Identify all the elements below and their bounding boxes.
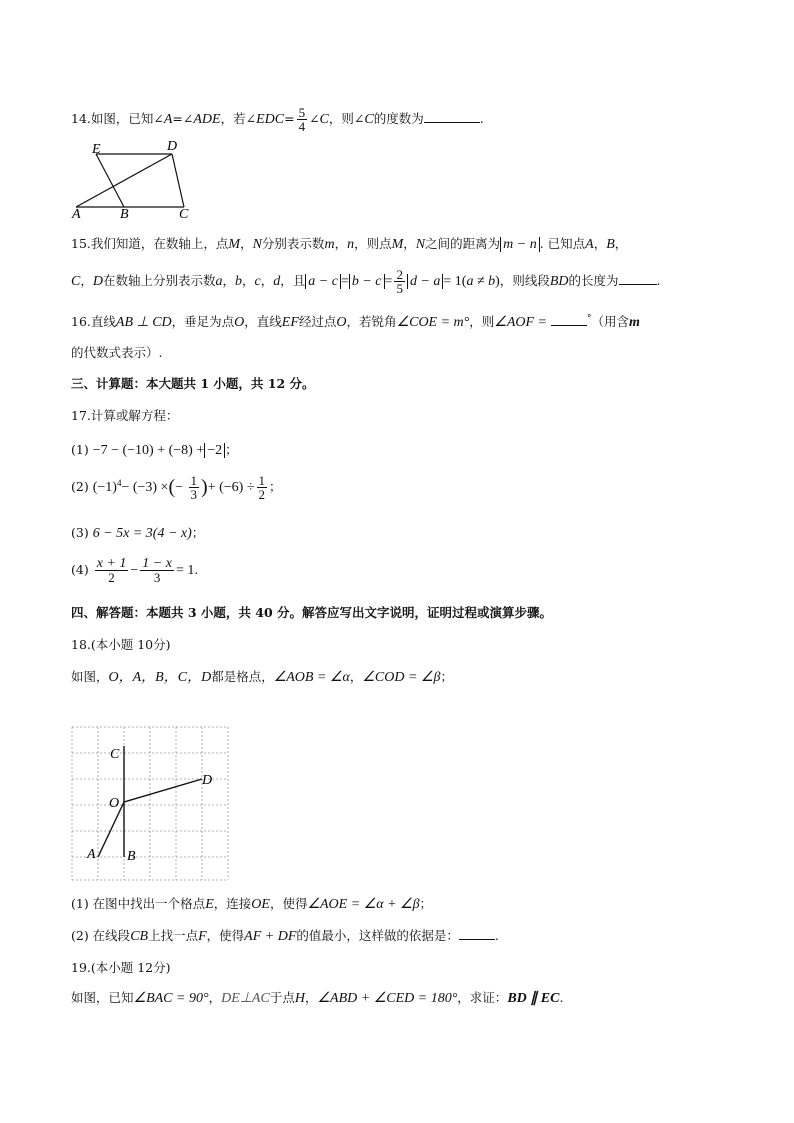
q17-fraction-4: $\frac{1 - x}{3}$ [142,556,172,585]
answer-blank[interactable] [619,283,657,285]
q17-fraction-1: $\frac{1}{3}$ [190,473,198,502]
answer-blank[interactable] [551,324,587,326]
q17-title: 17.计算或解方程： [71,408,179,423]
label-B: B [127,849,136,864]
label-A: A [72,207,81,220]
q17-part3: (3) 6 − 5x = 3(4 − x)； [71,525,205,541]
label-O: O [109,796,120,811]
q17-part4: (4) $\frac{x + 1}{2}$ − $\frac{1 - x}{3}$ = 1. [71,556,199,585]
q15-fraction: $\frac{2}{5}$ [396,267,403,296]
q17-part1: (1) −7 − (−10) + (−8) + −2 ； [71,442,238,458]
q18-title: 18.(本小题 10分) [71,637,171,652]
q17-fraction-3: $\frac{x + 1}{2}$ [96,556,127,585]
label-E: E [92,142,101,157]
q19-title: 19.(本小题 12分) [71,960,171,975]
q16-line2: 的代数式表示）. [71,345,163,360]
label-C: C [179,207,189,220]
label-C: C [110,747,120,762]
q14-fraction: $\frac{5}{4}$ [298,105,306,134]
label-D: D [202,773,213,788]
q19-stem: 如图，已知∠BAC = 90°，DE⊥AC于点H，∠ABD + ∠CED = 180°，求证：BD ∥ EC. [71,990,564,1006]
figure-q14 [68,138,198,220]
q15-line2: C，D在数轴上分别表示数a，b，c，d，且 a − c = b − c = $\frac{2}{5}$ d − a = 1(a ≠ b)，则线段BD的长度为 . [71,267,661,296]
q18-stem: 如图，O，A，B，C，D都是格点，∠AOB = ∠α，∠COD = ∠β； [71,669,453,685]
figure-q18-grid [71,726,231,882]
section-3-header: 三、计算题：本大题共 1 小题，共 12 分。 [71,376,315,391]
label-D: D [167,139,178,154]
section-4-header: 四、解答题：本题共 3 小题，共 40 分。解答应写出文字说明，证明过程或演算步骤。 [71,605,553,620]
q17-part2: (2) $(-1)^4- (-3)$ ×(− $\frac{1}{3}$ )+ (−6) ÷ $\frac{1}{2}$ ； [71,473,282,502]
q18-sub1: (1) 在图中找出一个格点E，连接OE，使得∠AOE = ∠α + ∠β； [71,896,433,912]
label-B: B [120,207,129,220]
segment-OD [124,779,202,802]
q17-fraction-2: $\frac{1}{2}$ [258,473,266,502]
label-A: A [87,847,96,862]
answer-blank[interactable] [424,121,480,123]
q14-stem: 14.如图，已知∠A=∠ADE，若∠EDC= $\frac{5}{4}$ ∠C，则∠C的度数为 . [71,105,484,134]
q15-line1: 15.我们知道，在数轴上，点M，N分别表示数m，n，则点M，N之间的距离为 m − n . 已知点A，B， [71,236,628,252]
q16-line1: 16.直线AB ⊥ CD，垂足为点O，直线EF经过点O，若锐角∠COE = m°，则∠AOF = °（用含m [71,313,640,330]
q18-sub2: (2) 在线段CB上找一点F，使得AF + DF的值最小，这样做的依据是： . [71,928,499,944]
answer-blank[interactable] [459,938,495,940]
